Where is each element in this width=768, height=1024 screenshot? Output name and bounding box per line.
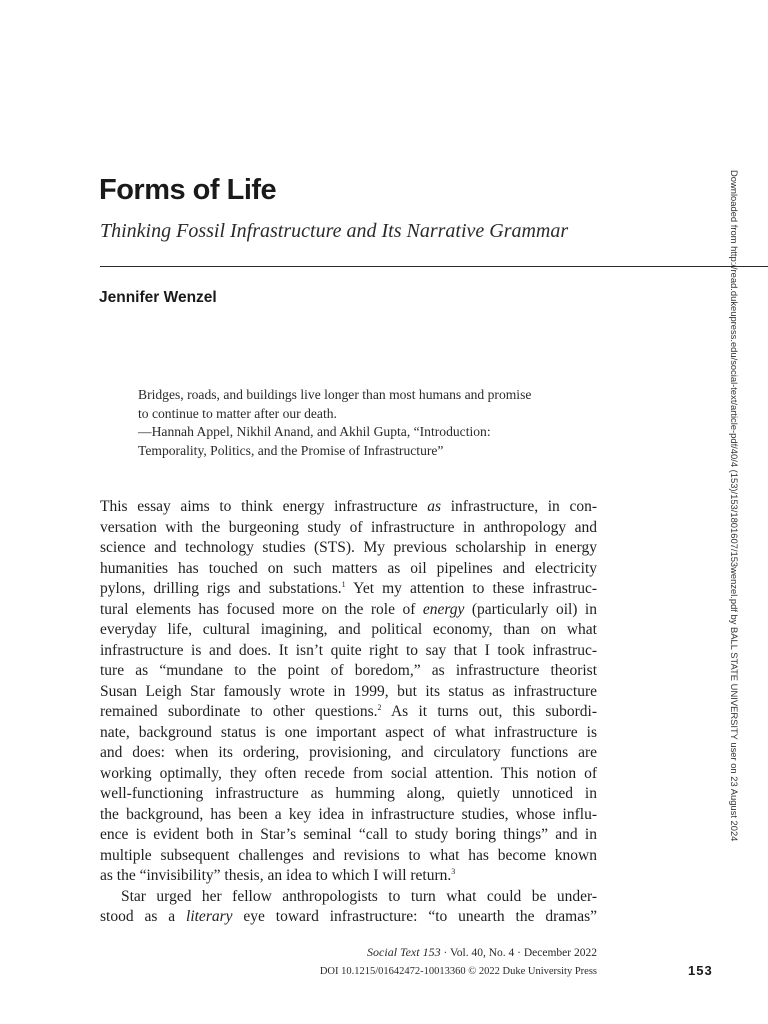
body-line: versation with the burgeoning study of infrastructure in anthropology and [100, 518, 597, 536]
journal-citation [367, 945, 597, 960]
body-line: ture as “mundane to the point of boredom,” as infrastructure theorist [100, 662, 597, 679]
body-line: well-functioning infrastructure as humming along, quietly unnoticed in [100, 785, 597, 802]
body-line: the background, has been a key idea in infrastructure studies, whose influ- [100, 805, 597, 823]
body-line: tural elements has focused more on the role of energy (particularly oil) in [100, 600, 597, 618]
body-line: multiple subsequent challenges and revisions to what has become known [100, 846, 597, 864]
journal-issue: · Vol. 40, No. 4 · December 2022 [440, 947, 597, 959]
body-line: pylons, drilling rigs and substations.$^1$ Yet my attention to these infrastruc- [100, 580, 598, 597]
emphasis: energy [422, 600, 465, 618]
body-line: humanities has touched on such matters as oil pipelines and electricity [100, 559, 597, 577]
body-line: and does: when its ordering, provisioning, and circulatory functions are [100, 744, 597, 761]
emphasis: as [427, 498, 442, 515]
download-watermark: Downloaded from http://read.dukeupress.edu/social-text/article-pdf/40/4 (153)/153/1801607/153wenzel.pdf by BALL STATE UNIVERSITY user on 23 August 2024 [729, 170, 740, 842]
body-line: remained subordinate to other questions.$^2$ As it turns out, this subordi- [100, 703, 597, 720]
body-line: as the “invisibility” thesis, an idea to which I will return.$^3$ [100, 867, 456, 884]
body-line: stood as a literary eye toward infrastructure: “to unearth the dramas” [100, 908, 597, 925]
body-line: Susan Leigh Star famously wrote in 1999, but its status as infrastructure [100, 682, 597, 700]
epigraph-line: to continue to matter after our death. [138, 405, 337, 421]
body-line: working optimally, they often recede from social attention. This notion of [100, 764, 597, 782]
journal-name: Social Text 153 [367, 945, 441, 959]
epigraph-line: Bridges, roads, and buildings live longer than most humans and promise [138, 387, 532, 402]
author-name: Jennifer Wenzel [99, 289, 217, 306]
epigraph-attribution: Temporality, Politics, and the Promise of Infrastructure” [138, 442, 444, 458]
body-line: infrastructure is and does. It isn’t quite right to say that I took infrastruc- [100, 641, 597, 659]
epigraph-attribution: —Hannah Appel, Nikhil Anand, and Akhil Gupta, “Introduction: [138, 424, 491, 439]
body-line: everyday life, cultural imagining, and political economy, than on what [100, 621, 597, 638]
page-number: 153 [688, 963, 713, 978]
body-line: Star urged her fellow anthropologists to turn what could be under- [121, 887, 597, 905]
title-divider [100, 266, 768, 267]
doi-copyright: DOI 10.1215/01642472-10013360 © 2022 Duke University Press [319, 966, 597, 977]
footnote-marker[interactable]: 2 [377, 703, 382, 712]
footnote-marker[interactable]: 1 [341, 580, 346, 589]
body-line: ence is evident both in Star’s seminal “call to study boring things” and in [100, 826, 597, 843]
emphasis: literary [186, 908, 233, 925]
article-subtitle: Thinking Fossil Infrastructure and Its Narrative Grammar [100, 220, 569, 242]
body-line: science and technology studies (STS). My previous scholarship in energy [100, 539, 597, 556]
article-title: Forms of Life [99, 174, 277, 206]
body-text [100, 497, 597, 928]
body-line: nate, background status is one important aspect of what infrastructure is [100, 723, 597, 741]
body-line: This essay aims to think energy infrastructure as infrastructure, in con- [100, 498, 597, 515]
epigraph [138, 386, 588, 460]
footnote-marker[interactable]: 3 [451, 867, 456, 876]
